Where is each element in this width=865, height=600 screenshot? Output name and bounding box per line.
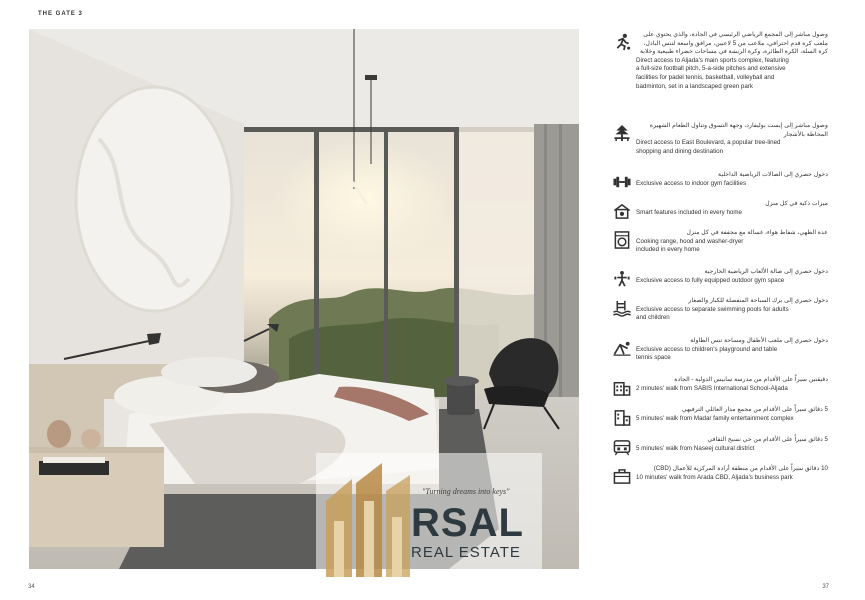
feature-english-line: facilities for padel tennis, basketball, volleyball and	[636, 73, 775, 81]
smart-home-icon	[612, 202, 632, 220]
feature-english-line: Exclusive access to indoor gym facilities	[636, 179, 747, 187]
feature-english-line: shopping and dining destination	[636, 147, 724, 155]
watermark-subtitle: REAL ESTATE	[411, 544, 521, 561]
feature-text	[636, 171, 842, 188]
entertainment-icon	[612, 408, 632, 426]
feature-arabic: 5 دقائق سيراً على الأقدام من مجمع مدار العائلي الترفيهي	[681, 406, 828, 413]
feature-text	[636, 376, 842, 393]
runner-icon	[612, 33, 632, 51]
rsal-logo-icon	[322, 461, 414, 579]
feature-english-line: 10 minutes' walk from Arada CBD, Aljada's business park	[636, 473, 793, 481]
feature-arabic: دخول حصري إلى ملعب الأطفال ومساحة تنس الطاولة	[690, 337, 828, 344]
watermark-slogan: "Turning dreams into keys"	[422, 487, 510, 496]
feature-english-line: included in every home	[636, 246, 700, 254]
page-number-right: 37	[822, 584, 829, 590]
page-number-left: 34	[28, 584, 35, 590]
briefcase-icon	[612, 467, 632, 485]
feature-english-line: 2 minutes' walk from SABIS International School-Aljada	[636, 384, 788, 392]
feature-arabic: دخول حصري إلى برك السباحة المنفصلة للكبار والصغار	[688, 297, 828, 304]
feature-text	[636, 268, 842, 285]
feature-english-line: Direct access to East Boulevard, a popular tree-lined	[636, 139, 781, 147]
feature-english-line: tennis space	[636, 354, 671, 362]
feature-english-line: 5 minutes' walk from Madar family entertainment complex	[636, 414, 794, 422]
feature-english-line: Exclusive access to fully equipped outdoor gym space	[636, 276, 785, 284]
feature-english-line: Direct access to Aljada's main sports complex, featuring	[636, 56, 789, 64]
washer-icon	[612, 231, 632, 249]
watermark-name: RSAL	[411, 501, 524, 545]
feature-english-line: 5 minutes' walk from Naseej cultural district	[636, 444, 755, 452]
feature-english-line: Exclusive access to separate swimming pools for adults	[636, 305, 789, 313]
feature-arabic: عدة الطهي، شفاط هواء، غسالة مع مجففة في كل منزل	[686, 229, 828, 236]
brand-title: THE GATE 3	[38, 11, 83, 17]
feature-arabic: دخول حصري إلى صالة الألعاب الرياضية الخارجية	[704, 268, 828, 275]
outdoor-gym-icon	[612, 270, 632, 288]
feature-text	[636, 31, 842, 91]
feature-arabic: وصول مباشر إلى المجمع الرياضي الرئيسي في الجادة، والذي يحتوي على ملعب كرة قدم احترافي، ملاعب من 5 لاعبين، مرافق واسعة لتنس البادل، كرة السلة، الكرة الطائرة، وكرة الريشة في مساحات خضراء طبيعية وخلابة	[639, 31, 828, 56]
feature-text	[636, 436, 842, 453]
feature-arabic: 10 دقائق سيراً على الأقدام من منطقة أرادة المركزية للأعمال (CBD)	[653, 465, 828, 472]
feature-text	[636, 297, 842, 323]
feature-english-line: badminton, set in a landscaped green park	[636, 82, 753, 90]
feature-arabic: دقيقتين سيراً على الأقدام من مدرسة سابيس الدولية - الجادة	[674, 376, 828, 383]
feature-text	[636, 406, 842, 423]
feature-arabic: 5 دقائق سيراً على الأقدام من حي نسيج الثقافي	[707, 436, 828, 443]
school-icon	[612, 378, 632, 396]
feature-text	[636, 229, 842, 255]
feature-english-line: a full-size football pitch, 5-a-side pitches and extensive	[636, 65, 786, 73]
feature-arabic: دخول حصري إلى الصالات الرياضية الداخلية	[718, 171, 828, 178]
feature-text	[636, 200, 842, 217]
feature-arabic: ميزات ذكية في كل منزل	[765, 200, 828, 207]
dumbbell-icon	[612, 173, 632, 191]
playground-icon	[612, 339, 632, 357]
feature-text	[636, 337, 842, 363]
feature-text	[636, 465, 842, 482]
feature-english-line: and children	[636, 314, 670, 322]
feature-english-line: Cooking range, hood and washer-dryer	[636, 237, 744, 245]
feature-arabic: وصول مباشر إلى إيست بوليفارد، وجهة التسوق وتناول الطعام الشهيرة المحاطة بالأشجار	[649, 122, 828, 138]
rsal-watermark	[316, 453, 542, 583]
feature-english-line: Exclusive access to children's playground and table	[636, 345, 778, 353]
cultural-icon	[612, 438, 632, 456]
tree-bench-icon	[612, 124, 632, 142]
pool-icon	[612, 299, 632, 317]
feature-text	[636, 122, 842, 156]
feature-english-line: Smart features included in every home	[636, 208, 742, 216]
